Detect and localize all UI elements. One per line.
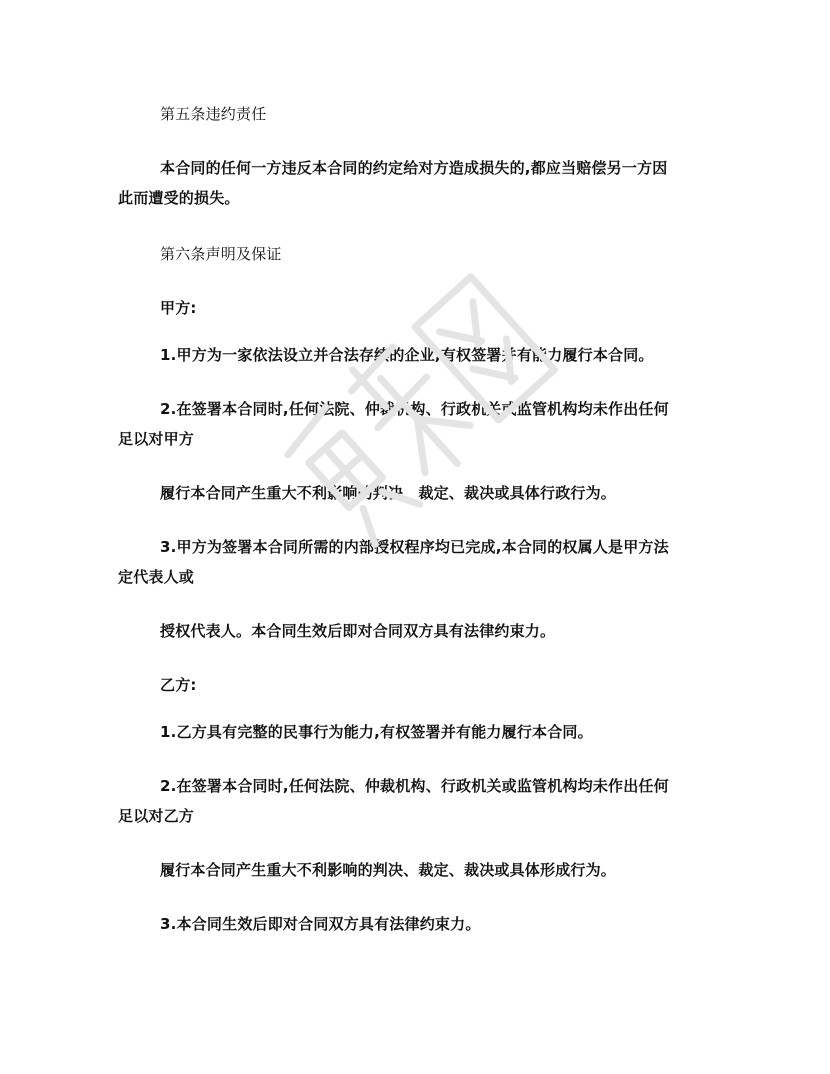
party-a-clause-3-line-3: 授权代表人。本合同生效后即对合同双方具有法律约束力。 <box>160 622 556 640</box>
party-a-clause-1: 1.甲方为一家依法设立并合法存续的企业,有权签署并有能力履行本合同。 <box>160 346 654 364</box>
article-5-body-line-2: 此而遭受的损失。 <box>118 189 240 207</box>
party-b-label: 乙方: <box>160 676 197 694</box>
party-b-clause-2-line-2: 足以对乙方 <box>118 807 195 825</box>
article-6-title: 第六条声明及保证 <box>160 245 282 263</box>
party-a-clause-2-line-3: 履行本合同产生重大不利影响的判决、裁定、裁决或具体行政行为。 <box>160 484 617 502</box>
party-b-clause-2-line-3: 履行本合同产生重大不利影响的判决、裁定、裁决或具体形成行为。 <box>160 861 617 879</box>
party-a-clause-3-line-2: 定代表人或 <box>118 568 195 586</box>
party-b-clause-2-line-1: 2.在签署本合同时,任何法院、仲裁机构、行政机关或监管机构均未作出任何 <box>160 777 669 795</box>
party-b-clause-3: 3.本合同生效后即对合同双方具有法律约束力。 <box>160 915 481 933</box>
article-5-body-line-1: 本合同的任何一方违反本合同的约定给对方造成损失的,都应当赔偿另一方因 <box>160 159 668 177</box>
party-a-label: 甲方: <box>160 299 197 317</box>
party-a-clause-2-line-1: 2.在签署本合同时,任何法院、仲裁机构、行政机关或监管机构均未作出任何 <box>160 400 669 418</box>
party-a-clause-2-line-2: 足以对甲方 <box>118 430 195 448</box>
party-a-clause-3-line-1: 3.甲方为签署本合同所需的内部授权程序均已完成,本合同的权属人是甲方法 <box>160 538 669 556</box>
article-5-title: 第五条违约责任 <box>160 105 267 123</box>
party-b-clause-1: 1.乙方具有完整的民事行为能力,有权签署并有能力履行本合同。 <box>160 723 593 741</box>
